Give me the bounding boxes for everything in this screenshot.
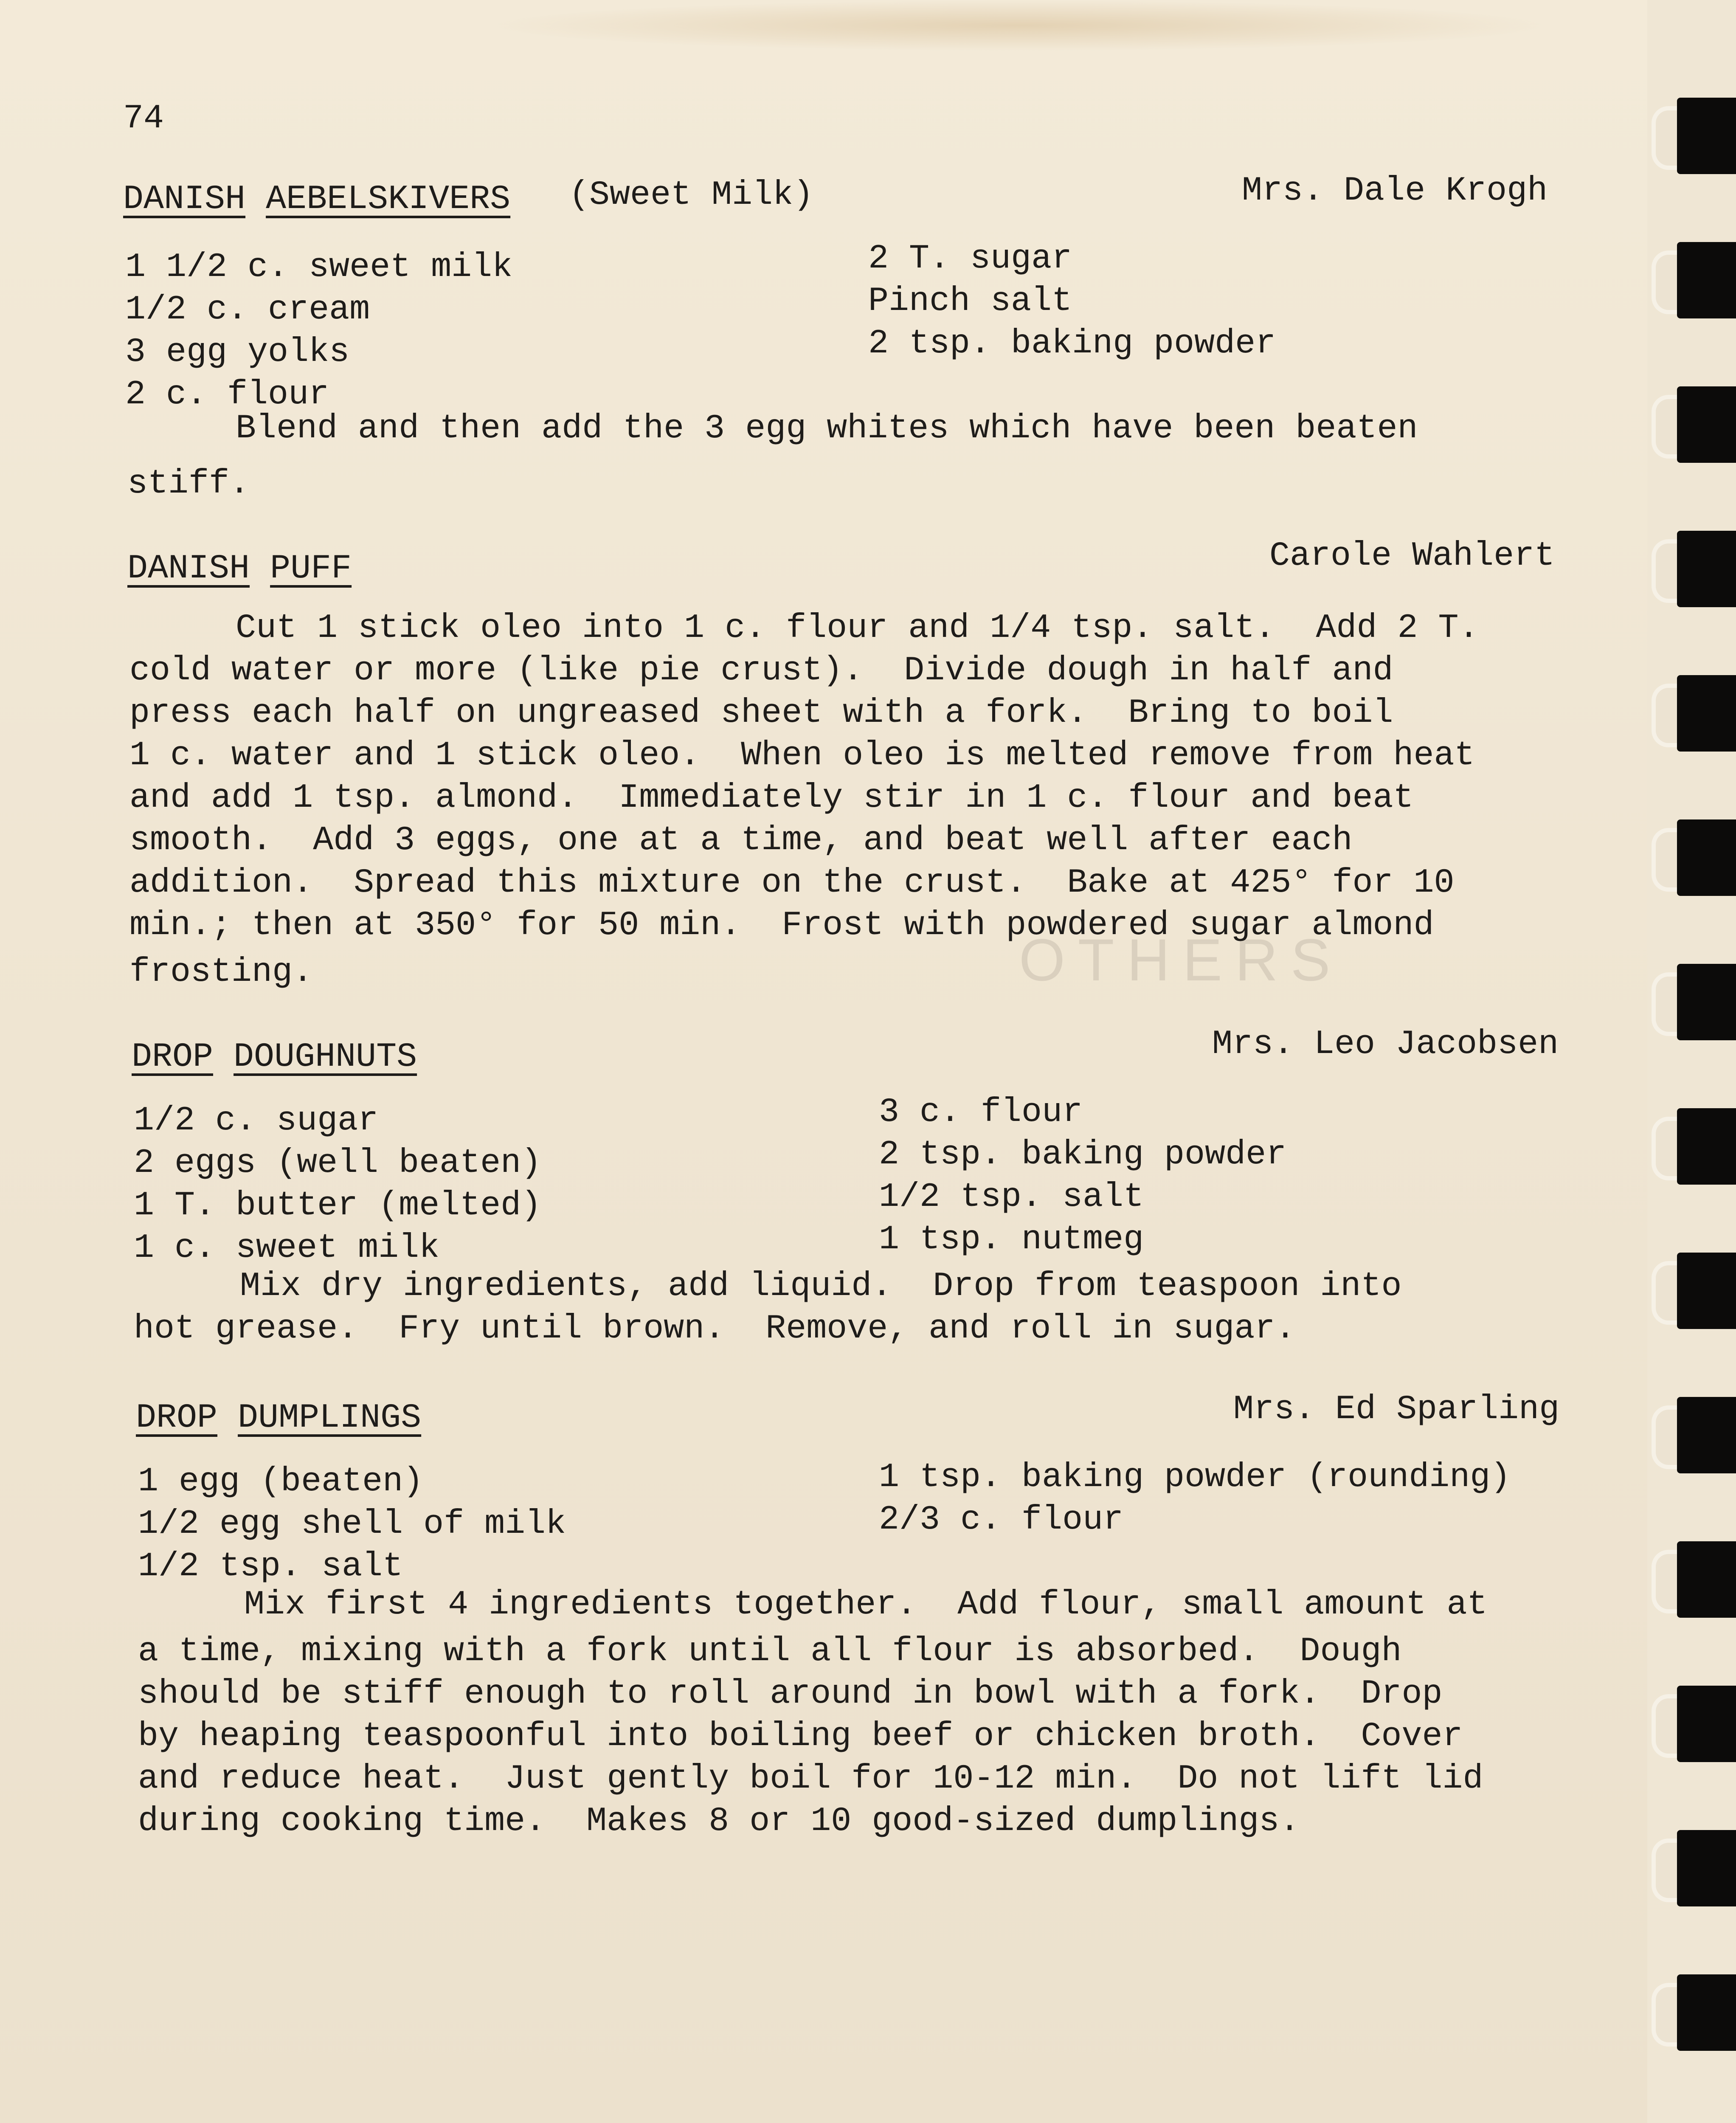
direction-line: during cooking time. Makes 8 or 10 good-sized dumplings. [138, 1802, 1300, 1841]
binding-coil [1652, 1686, 1736, 1766]
ingredient-line: 2 tsp. baking powder [879, 1135, 1287, 1174]
binding-coil [1652, 1830, 1736, 1911]
ingredient-line: 1/2 c. sugar [134, 1101, 379, 1140]
binding-coil [1652, 1974, 1736, 2055]
ingredient-line: 3 c. flour [879, 1093, 1083, 1132]
ingredient-line: 2/3 c. flour [879, 1501, 1124, 1539]
ingredient-line: 1 T. butter (melted) [134, 1186, 542, 1225]
direction-line: Blend and then add the 3 egg whites which have been beaten [236, 409, 1418, 448]
ingredient-line: 3 egg yolks [125, 333, 350, 372]
binding-coil [1652, 242, 1736, 323]
direction-line: and add 1 tsp. almond. Immediately stir in 1 c. flour and beat [129, 779, 1414, 817]
direction-line: Mix first 4 ingredients together. Add flour, small amount at [244, 1585, 1488, 1624]
recipe-author: Mrs. Ed Sparling [1233, 1390, 1560, 1429]
recipe-title: DANISH AEBELSKIVERS [123, 180, 511, 219]
binding-coil [1652, 386, 1736, 467]
direction-line: cold water or more (like pie crust). Divide dough in half and [129, 651, 1393, 690]
binding-coil [1652, 1541, 1736, 1622]
direction-line: and reduce heat. Just gently boil for 10-12 min. Do not lift lid [138, 1760, 1483, 1798]
recipe-author: Mrs. Dale Krogh [1242, 172, 1548, 210]
ingredient-line: 1/2 tsp. salt [879, 1178, 1144, 1216]
ingredient-line: 2 T. sugar [868, 239, 1072, 278]
direction-line: a time, mixing with a fork until all flour is absorbed. Dough [138, 1632, 1402, 1671]
ingredient-line: 2 c. flour [125, 375, 329, 414]
recipe-title: DROP DUMPLINGS [136, 1399, 422, 1437]
ingredient-line: 1/2 c. cream [125, 290, 370, 329]
ingredient-line: 1 tsp. nutmeg [879, 1220, 1144, 1259]
binding-coil [1652, 531, 1736, 611]
direction-line: min.; then at 350° for 50 min. Frost with powdered sugar almond [129, 906, 1434, 945]
direction-line: 1 c. water and 1 stick oleo. When oleo is melted remove from heat [129, 736, 1475, 775]
recipe-author: Carole Wahlert [1269, 537, 1555, 575]
direction-line: Cut 1 stick oleo into 1 c. flour and 1/4 tsp. salt. Add 2 T. [236, 609, 1479, 648]
ingredient-line: 2 tsp. baking powder [868, 324, 1276, 363]
ingredient-line: 1/2 egg shell of milk [138, 1505, 566, 1543]
direction-line: stiff. [127, 465, 250, 503]
ingredient-line: Pinch salt [868, 282, 1072, 321]
direction-line: frosting. [129, 953, 313, 991]
binding-coil [1652, 964, 1736, 1045]
recipe-title: DROP DOUGHNUTS [132, 1038, 417, 1076]
ingredient-line: 1 tsp. baking powder (rounding) [879, 1458, 1511, 1497]
recipe-title: DANISH PUFF [127, 549, 352, 588]
direction-line: Mix dry ingredients, add liquid. Drop from teaspoon into [240, 1267, 1402, 1306]
binding-coil [1652, 1253, 1736, 1333]
paper-stain [488, 0, 1550, 51]
ingredient-line: 1 1/2 c. sweet milk [125, 248, 513, 287]
ingredient-line: 1/2 tsp. salt [138, 1547, 403, 1586]
ingredient-line: 1 c. sweet milk [134, 1229, 440, 1267]
direction-line: should be stiff enough to roll around in bowl with a fork. Drop [138, 1675, 1443, 1713]
direction-line: press each half on ungreased sheet with a fork. Bring to boil [129, 694, 1393, 732]
direction-line: smooth. Add 3 eggs, one at a time, and beat well after each [129, 821, 1353, 860]
ingredient-line: 1 egg (beaten) [138, 1462, 424, 1501]
binding-coil [1652, 98, 1736, 178]
ingredient-line: 2 eggs (well beaten) [134, 1144, 542, 1183]
direction-line: hot grease. Fry until brown. Remove, and roll in sugar. [134, 1309, 1296, 1348]
binding-coil [1652, 1108, 1736, 1189]
binding-coil [1652, 1397, 1736, 1478]
direction-line: addition. Spread this mixture on the crust. Bake at 425° for 10 [129, 864, 1455, 902]
page-number: 74 [123, 99, 164, 138]
bleed-through-heading: OTHERS [1019, 926, 1343, 993]
recipe-author: Mrs. Leo Jacobsen [1212, 1025, 1559, 1064]
binding-coil [1652, 675, 1736, 756]
binding-coil [1652, 819, 1736, 900]
recipe-subtitle: (Sweet Milk) [569, 176, 814, 214]
direction-line: by heaping teaspoonful into boiling beef or chicken broth. Cover [138, 1717, 1463, 1756]
